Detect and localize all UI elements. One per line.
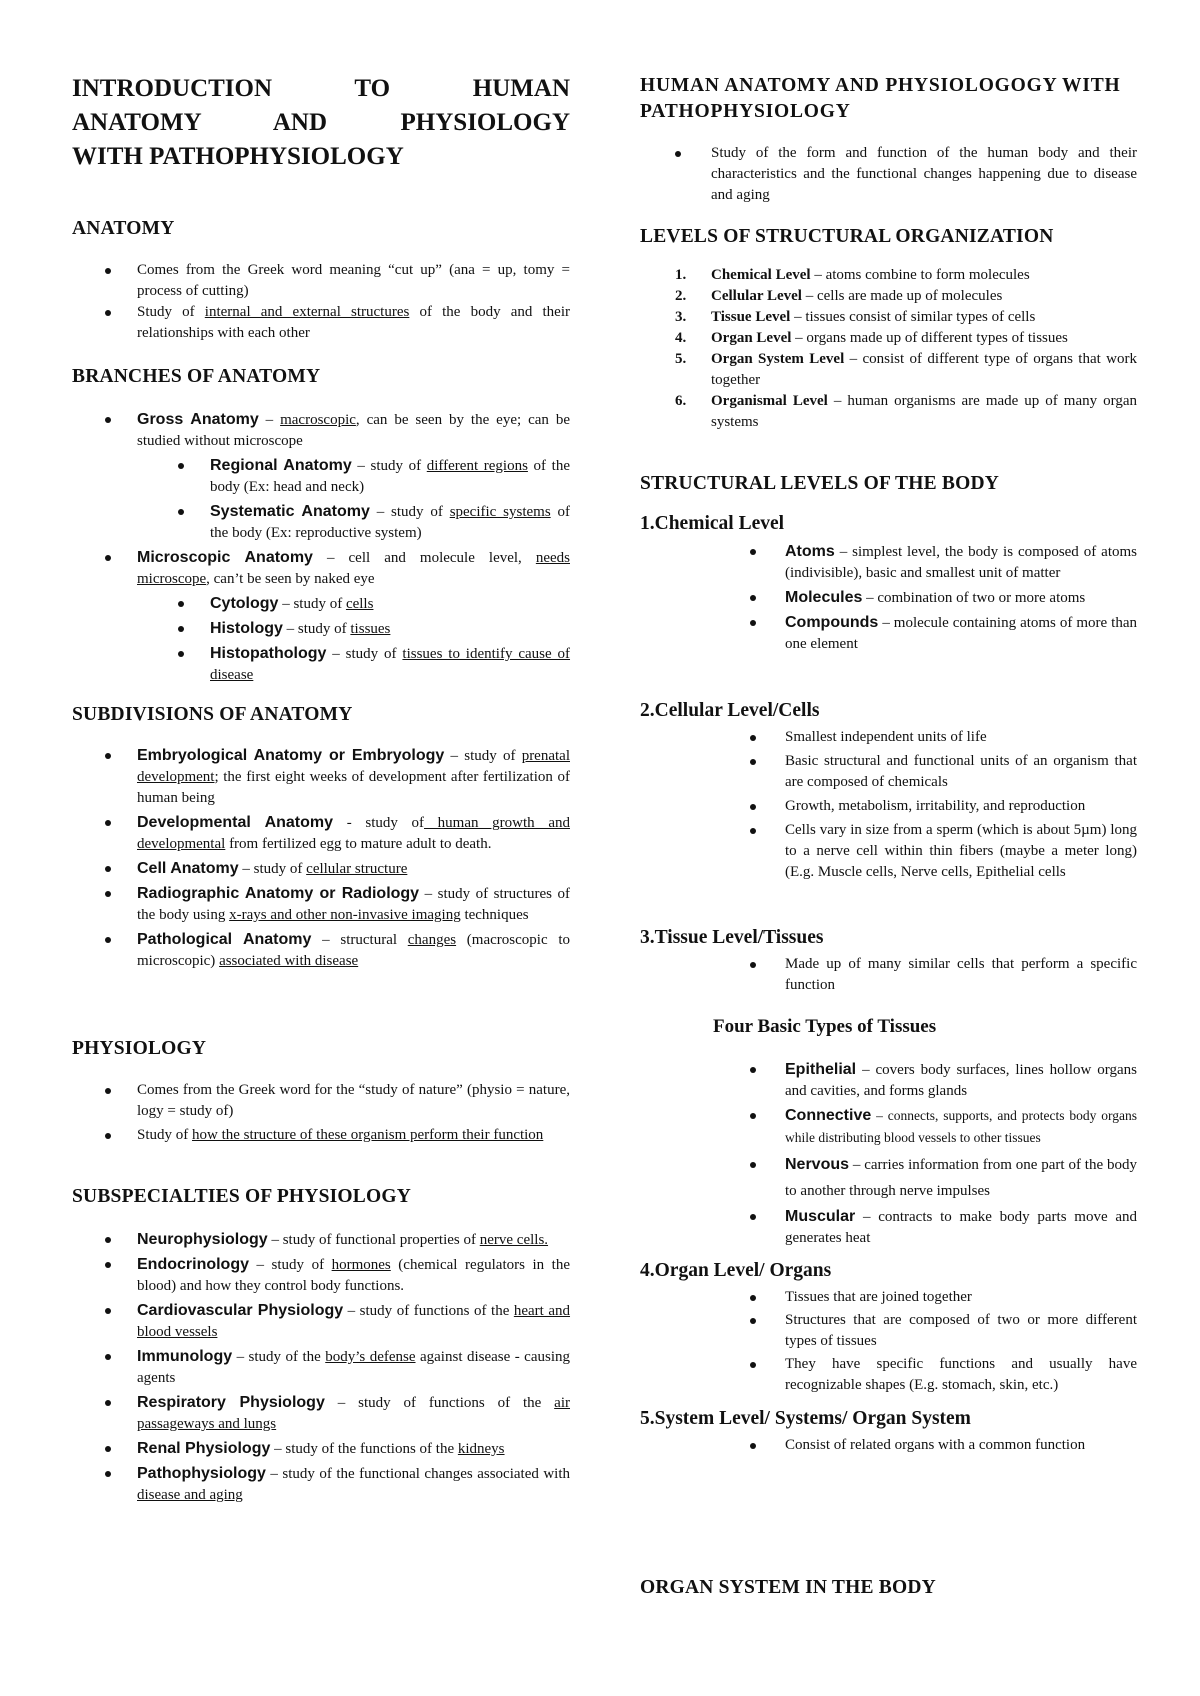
bullet-icon [750, 1214, 756, 1220]
bullet-icon [105, 555, 111, 561]
list-item: Made up of many similar cells that perform a specific function [785, 954, 1137, 996]
bullet-icon [178, 651, 184, 657]
list-item: Cells vary in size from a sperm (which is about 5µm) long to a nerve cell within thin fibers (maybe a meter long) (E.g. Muscle cells, Nerve cells, Epithelial cells [785, 820, 1137, 883]
list-number: 1. [675, 267, 687, 283]
anatomy-list [137, 260, 570, 344]
list-item: Histopathology – study of tissues to identify cause of disease [210, 643, 570, 686]
bullet-icon [178, 626, 184, 632]
list-item: Pathophysiology – study of the functional changes associated with disease and aging [137, 1463, 570, 1506]
anatomy-heading: ANATOMY [72, 218, 175, 239]
organ-list [785, 1287, 1137, 1396]
bullet-icon [105, 1471, 111, 1477]
levels-heading: LEVELS OF STRUCTURAL ORGANIZATION [640, 226, 1054, 247]
title-line-2: ANATOMY AND PHYSIOLOGY [72, 109, 570, 136]
list-item: Connective – connects, supports, and protects body organs while distributing blood vessels to other tissues [785, 1105, 1137, 1149]
list-item: Study of internal and external structures of the body and their relationships with each other [137, 302, 570, 344]
list-item: Regional Anatomy – study of different regions of the body (Ex: head and neck) [210, 455, 570, 498]
bullet-icon [105, 753, 111, 759]
list-item: Structures that are composed of two or more different types of tissues [785, 1310, 1137, 1352]
bullet-icon [105, 891, 111, 897]
system-level-heading: 5.System Level/ Systems/ Organ System [640, 1408, 971, 1429]
bullet-icon [105, 820, 111, 826]
physiology-heading: PHYSIOLOGY [72, 1038, 207, 1059]
bullet-icon [178, 463, 184, 469]
tissue-types-heading: Four Basic Types of Tissues [713, 1016, 937, 1037]
bullet-icon [105, 1237, 111, 1243]
bullet-icon [750, 759, 756, 765]
cellular-list [785, 727, 1137, 883]
list-number: 6. [675, 393, 687, 409]
list-item: Study of the form and function of the human body and their characteristics and the functional changes happening due to disease and aging [711, 143, 1137, 206]
list-item: Gross Anatomy – macroscopic, can be seen by the eye; can be studied without microscope [137, 409, 570, 452]
list-item: Atoms – simplest level, the body is composed of atoms (indivisible), basic and smallest unit of matter [785, 541, 1137, 584]
bullet-icon [750, 549, 756, 555]
bullet-icon [750, 1443, 756, 1449]
bullet-icon [750, 1295, 756, 1301]
list-item: Nervous – carries information from one part of the body to another through nerve impulses [785, 1152, 1137, 1204]
tissue-level-heading: 3.Tissue Level/Tissues [640, 927, 824, 948]
levels-list [675, 265, 1137, 433]
list-number: 2. [675, 288, 687, 304]
list-item: Compounds – molecule containing atoms of more than one element [785, 612, 1137, 655]
tissue-list [785, 954, 1137, 996]
bullet-icon [750, 1318, 756, 1324]
bullet-icon [105, 1446, 111, 1452]
list-item: 3. Tissue Level – tissues consist of similar types of cells [711, 307, 1137, 328]
list-item: Cardiovascular Physiology – study of functions of the heart and blood vessels [137, 1300, 570, 1343]
bullet-icon [750, 962, 756, 968]
list-item: Basic structural and functional units of an organism that are composed of chemicals [785, 751, 1137, 793]
list-item: Muscular – contracts to make body parts move and generates heat [785, 1206, 1137, 1249]
list-item: Smallest independent units of life [785, 727, 1137, 748]
list-item: Respiratory Physiology – study of functions of the air passageways and lungs [137, 1392, 570, 1435]
list-item: Systematic Anatomy – study of specific systems of the body (Ex: reproductive system) [210, 501, 570, 544]
bullet-icon [105, 866, 111, 872]
bullet-icon [750, 735, 756, 741]
chemical-list [785, 541, 1137, 655]
list-item: 5. Organ System Level – consist of different type of organs that work together [675, 351, 1137, 388]
bullet-icon [178, 601, 184, 607]
bullet-icon [750, 1362, 756, 1368]
list-item: Consist of related organs with a common function [785, 1435, 1137, 1456]
bullet-icon [750, 1067, 756, 1073]
list-item: Cell Anatomy – study of cellular structure [137, 858, 570, 880]
list-item: 6. Organismal Level – human organisms are made up of many organ systems [675, 393, 1137, 430]
list-item: Microscopic Anatomy – cell and molecule level, needs microscope, can’t be seen by naked eye [137, 547, 570, 590]
list-item: 2. Cellular Level – cells are made up of molecules [711, 286, 1137, 307]
hap-list [711, 143, 1137, 206]
bullet-icon [105, 417, 111, 423]
list-item: 1. Chemical Level – atoms combine to form molecules [711, 265, 1137, 286]
bullet-icon [105, 937, 111, 943]
structural-heading: STRUCTURAL LEVELS OF THE BODY [640, 473, 1000, 494]
list-item: Embryological Anatomy or Embryology – study of prenatal development; the first eight weeks of development after fertilization of human being [137, 745, 570, 809]
list-item: Neurophysiology – study of functional properties of nerve cells. [137, 1229, 570, 1251]
cellular-level-heading: 2.Cellular Level/Cells [640, 700, 820, 721]
bullet-icon [750, 595, 756, 601]
subdivisions-heading: SUBDIVISIONS OF ANATOMY [72, 704, 353, 725]
list-item: Comes from the Greek word meaning “cut up” (ana = up, tomy = process of cutting) [137, 260, 570, 302]
list-item: Cytology – study of cells [210, 593, 570, 615]
bullet-icon [750, 1113, 756, 1119]
bullet-icon [105, 1262, 111, 1268]
bullet-icon [750, 1162, 756, 1168]
list-item: Radiographic Anatomy or Radiology – study of structures of the body using x-rays and other non-invasive imaging techniques [137, 883, 570, 926]
list-item: They have specific functions and usually have recognizable shapes (E.g. stomach, skin, etc.) [785, 1354, 1137, 1396]
title-line-3: WITH PATHOPHYSIOLOGY [72, 143, 404, 170]
bullet-icon [105, 268, 111, 274]
organ-level-heading: 4.Organ Level/ Organs [640, 1260, 832, 1281]
subspecialties-heading: SUBSPECIALTIES OF PHYSIOLOGY [72, 1186, 412, 1207]
bullet-icon [750, 620, 756, 626]
list-item: Pathological Anatomy – structural changes (macroscopic to microscopic) associated with disease [137, 929, 570, 972]
bullet-icon [105, 1088, 111, 1094]
list-item: 4. Organ Level – organs made up of different types of tissues [711, 328, 1137, 349]
bullet-icon [750, 804, 756, 810]
hap-heading: HUMAN ANATOMY AND PHYSIOLOGOGY WITH PATHOPHYSIOLOGY [640, 75, 1121, 122]
subspecialties-list [137, 1229, 570, 1506]
bullet-icon [675, 151, 681, 157]
list-item: Study of how the structure of these organism perform their function [137, 1125, 570, 1146]
bullet-icon [105, 1354, 111, 1360]
bullet-icon [105, 1400, 111, 1406]
tissue-types-list [785, 1059, 1137, 1249]
list-item: Histology – study of tissues [210, 618, 570, 640]
bullet-icon [105, 1133, 111, 1139]
list-item: Epithelial – covers body surfaces, lines hollow organs and cavities, and forms glands [785, 1059, 1137, 1102]
bullet-icon [178, 509, 184, 515]
list-number: 5. [675, 351, 687, 367]
bullet-icon [105, 310, 111, 316]
chemical-level-heading: 1.Chemical Level [640, 513, 785, 534]
list-number: 3. [675, 309, 687, 325]
physiology-list [137, 1080, 570, 1146]
bullet-icon [750, 828, 756, 834]
branches-heading: BRANCHES OF ANATOMY [72, 366, 321, 387]
list-item: Endocrinology – study of hormones (chemical regulators in the blood) and how they control body functions. [137, 1254, 570, 1297]
list-number: 4. [675, 330, 687, 346]
system-list [785, 1435, 1137, 1456]
bullet-icon [105, 1308, 111, 1314]
branches-list [137, 409, 570, 686]
list-item: Tissues that are joined together [785, 1287, 1137, 1308]
organ-system-heading: ORGAN SYSTEM IN THE BODY [640, 1577, 936, 1598]
list-item: Growth, metabolism, irritability, and reproduction [785, 796, 1137, 817]
list-item: Immunology – study of the body’s defense against disease - causing agents [137, 1346, 570, 1389]
list-item: Molecules – combination of two or more atoms [785, 587, 1137, 609]
title-line-1: INTRODUCTION TO HUMAN [72, 75, 570, 102]
list-item: Comes from the Greek word for the “study of nature” (physio = nature, logy = study of) [137, 1080, 570, 1122]
list-item: Renal Physiology – study of the functions of the kidneys [137, 1438, 570, 1460]
subdivisions-list [137, 745, 570, 972]
list-item: Developmental Anatomy - study of human growth and developmental from fertilized egg to mature adult to death. [137, 812, 570, 855]
page-title [72, 72, 570, 174]
